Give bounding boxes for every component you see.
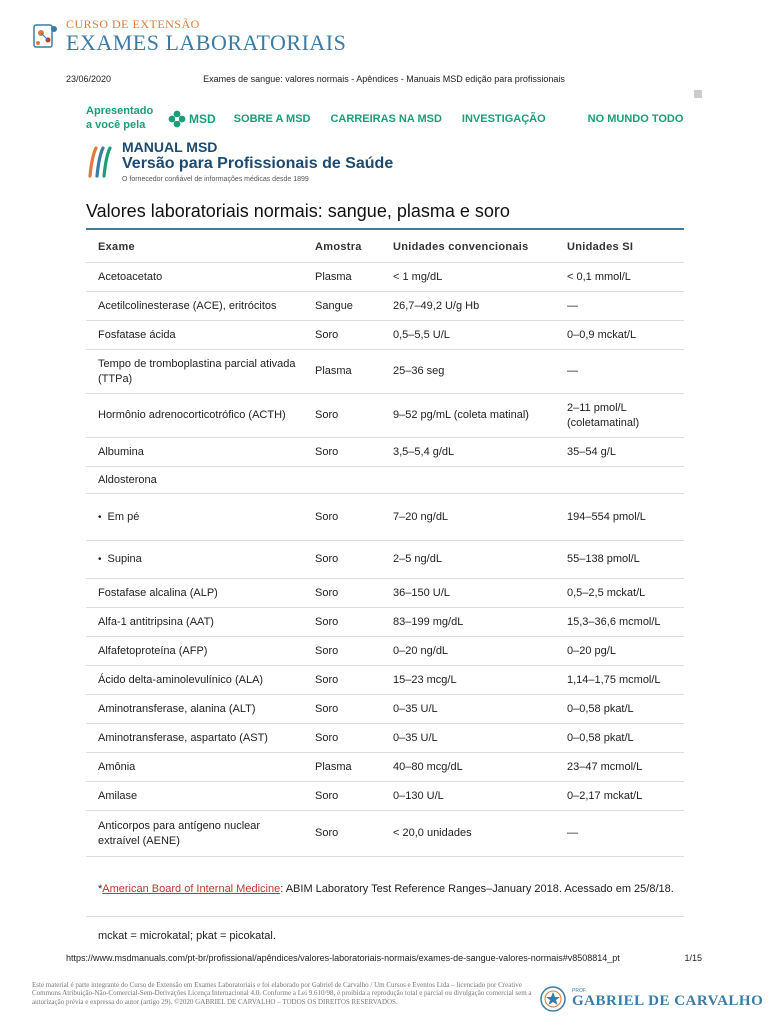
conventional-units-cell: 7–20 ng/dL [381,494,555,541]
table-row [86,811,684,857]
conventional-units-cell: 0–35 U/L [381,724,555,753]
table-row [86,438,684,467]
table-row [86,321,684,350]
sample-cell [303,467,381,494]
si-units-cell: — [555,292,684,321]
msd-logo-text: MSD [189,112,216,126]
si-units-cell: 0–2,17 mckat/L [555,782,684,811]
msd-logo[interactable] [168,110,216,128]
sample-cell: Soro [303,494,381,541]
conventional-units-cell: 25–36 seg [381,350,555,394]
print-title: Exames de sangue: valores normais - Apêndices - Manuais MSD edição para profissionais [203,74,565,84]
sample-cell: Soro [303,666,381,695]
si-units-cell: 194–554 pmol/L [555,494,684,541]
column-header-unidades-si: Unidades SI [555,232,684,263]
table-row [86,494,684,541]
sample-cell: Soro [303,637,381,666]
conventional-units-cell: 0–130 U/L [381,782,555,811]
course-title: EXAMES LABORATORIAIS [66,30,347,55]
table-row [86,394,684,438]
course-subtitle: CURSO DE EXTENSÃO [66,17,200,31]
exam-cell: Aminotransferase, alanina (ALT) [86,695,303,724]
si-units-cell: 2–11 pmol/L (coletamatinal) [555,394,684,438]
table-row [86,579,684,608]
conventional-units-cell: < 20,0 unidades [381,811,555,857]
heading-divider [86,228,684,230]
conventional-units-cell: 15–23 mcg/L [381,666,555,695]
sample-cell: Soro [303,695,381,724]
manual-tagline: O fornecedor confiável de informações médicas desde 1899 [122,175,309,183]
exam-cell: Ácido delta-aminolevulínico (ALA) [86,666,303,695]
manual-msd-logo-icon [86,142,116,178]
exam-cell: Alfafetoproteína (AFP) [86,637,303,666]
conventional-units-cell: 83–199 mg/dL [381,608,555,637]
conventional-units-cell: < 1 mg/dL [381,263,555,292]
footnote-asterisk: * [98,883,103,895]
sample-cell: Soro [303,579,381,608]
print-icon [694,90,702,98]
exam-cell: Tempo de tromboplastina parcial ativada (TTPa) [86,350,303,394]
table-row [86,541,684,579]
si-units-cell: 0–0,9 mckat/L [555,321,684,350]
page-title: Valores laboratoriais normais: sangue, plasma e soro [86,201,510,221]
exam-cell: Alfa-1 antitripsina (AAT) [86,608,303,637]
footnote-source-text: : ABIM Laboratory Test Reference Ranges–January 2018. Acessado em 25/8/18. [280,883,674,895]
conventional-units-cell: 36–150 U/L [381,579,555,608]
table-row [86,753,684,782]
table-row [86,782,684,811]
author-name: GABRIEL DE CARVALHO [572,993,764,1009]
exam-cell: • Em pé [86,494,303,541]
exam-cell: Aldosterona [86,467,303,494]
si-units-cell: 15,3–36,6 mcmol/L [555,608,684,637]
author-prefix: PROF. [572,988,587,994]
table-row [86,666,684,695]
table-row [86,467,684,494]
table-row [86,695,684,724]
msd-logo-icon [168,110,186,128]
conventional-units-cell [381,467,555,494]
si-units-cell: 35–54 g/L [555,438,684,467]
si-units-cell [555,467,684,494]
table-row [86,637,684,666]
table-row [86,350,684,394]
sample-cell: Soro [303,541,381,579]
exam-cell: Albumina [86,438,303,467]
sample-cell: Soro [303,608,381,637]
author-seal-icon [540,986,566,1012]
presented-by-label: Apresentado a você pela [86,105,154,131]
nav-link-sobre[interactable]: SOBRE A MSD [233,113,311,125]
exam-cell: • Supina [86,541,303,579]
table-row [86,724,684,753]
page-number: 1/15 [684,953,702,963]
page-url: https://www.msdmanuals.com/pt-br/profissional/apêndices/valores-laboratoriais-normais/exames-de-sangue-valores-normais#v8508814_pt [66,953,620,963]
conventional-units-cell: 40–80 mcg/dL [381,753,555,782]
sample-cell: Soro [303,438,381,467]
table-row [86,608,684,637]
exam-cell: Fosfatase ácida [86,321,303,350]
si-units-cell: — [555,811,684,857]
conventional-units-cell: 0–20 ng/dL [381,637,555,666]
si-units-cell: 23–47 mcmol/L [555,753,684,782]
sample-cell: Soro [303,782,381,811]
si-units-cell: 0–0,58 pkat/L [555,724,684,753]
column-header-unidades-convencionais: Unidades convencionais [381,232,555,263]
conventional-units-cell: 3,5–5,4 g/dL [381,438,555,467]
exam-cell: Acetoacetato [86,263,303,292]
conventional-units-cell: 2–5 ng/dL [381,541,555,579]
column-header-exame: Exame [86,232,303,263]
sample-cell: Plasma [303,350,381,394]
si-units-cell: 0–0,58 pkat/L [555,695,684,724]
license-text: Este material é parte integrante do Curso de Extensão em Exames Laboratoriais e foi elaborado por Gabriel de Carvalho / Um Cursos e Eventos Ltda – licenciado por Creative Commons Atribuição-Não-Comercial-Sem-Derivações Licença Internacional 4.0. Conforme a Lei 9.610/98, é proibida a reprodução total e parcial ou divulgação comercial sem a autorização prévia e expressa do autor (artigo 29). ©2020 GABRIEL DE CARVALHO – TODOS OS DIREITOS RESERVADOS. [32,981,532,1006]
exam-cell: Anticorpos para antígeno nuclear extraível (AENE) [86,811,303,857]
si-units-cell: 1,14–1,75 mcmol/L [555,666,684,695]
table-row [86,292,684,321]
manual-subtitle: Versão para Profissionais de Saúde [122,155,394,173]
msd-nav [86,104,702,134]
si-units-cell: — [555,350,684,394]
abim-link[interactable]: American Board of Internal Medicine [102,883,281,895]
si-units-cell: 0–20 pg/L [555,637,684,666]
course-logo-icon [32,21,60,51]
author-brand [540,986,763,1012]
nav-links [234,113,684,125]
course-header [32,16,346,56]
exam-cell: Aminotransferase, aspartato (AST) [86,724,303,753]
manual-brand[interactable] [86,140,393,183]
column-header-amostra: Amostra [303,232,381,263]
exam-cell: Hormônio adrenocorticotrófico (ACTH) [86,394,303,438]
sample-cell: Plasma [303,263,381,292]
source-footnote [98,882,676,897]
conventional-units-cell: 26,7–49,2 U/g Hb [381,292,555,321]
conventional-units-cell: 0,5–5,5 U/L [381,321,555,350]
nav-link-investigacao[interactable]: INVESTIGAÇÃO [461,113,546,125]
print-date: 23/06/2020 [66,74,112,84]
lab-values-table [86,232,684,857]
table-row [86,263,684,292]
si-units-cell: < 0,1 mmol/L [555,263,684,292]
sample-cell: Soro [303,321,381,350]
exam-cell: Amilase [86,782,303,811]
exam-cell: Amônia [86,753,303,782]
table-header-row [86,232,684,263]
exam-cell: Acetilcolinesterase (ACE), eritrócitos [86,292,303,321]
conventional-units-cell: 0–35 U/L [381,695,555,724]
conventional-units-cell: 9–52 pg/mL (coleta matinal) [381,394,555,438]
exam-cell: Fostafase alcalina (ALP) [86,579,303,608]
sample-cell: Sangue [303,292,381,321]
nav-link-carreiras[interactable]: CARREIRAS NA MSD [330,113,442,125]
si-units-cell: 0,5–2,5 mckat/L [555,579,684,608]
si-units-cell: 55–138 pmol/L [555,541,684,579]
sample-cell: Soro [303,394,381,438]
footnote-divider [86,916,684,917]
sample-cell: Plasma [303,753,381,782]
sample-cell: Soro [303,811,381,857]
nav-link-mundo[interactable]: NO MUNDO TODO [587,113,684,125]
sample-cell: Soro [303,724,381,753]
manual-title: MANUAL MSD [122,139,218,155]
abbreviations-footnote: mckat = microkatal; pkat = picokatal. [98,930,276,942]
